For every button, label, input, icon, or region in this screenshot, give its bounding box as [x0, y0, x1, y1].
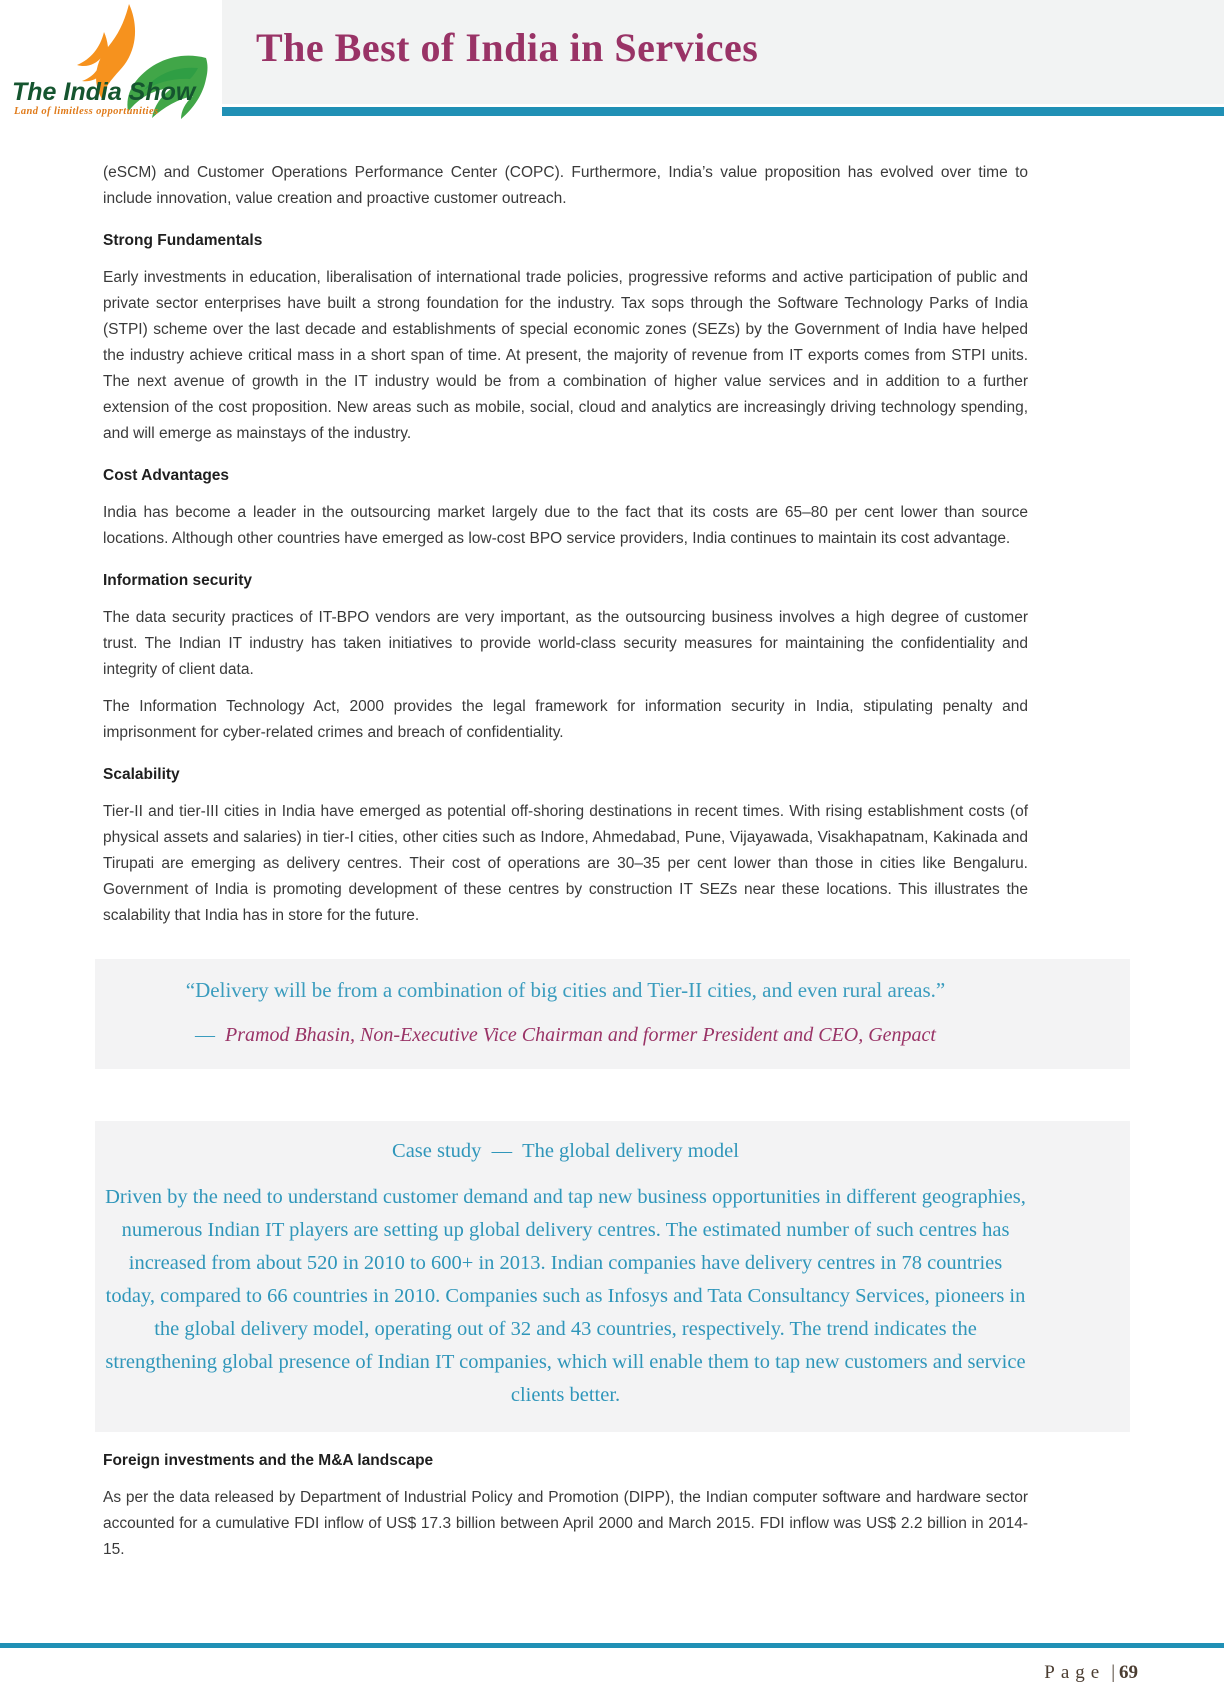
- paragraph-information-security-2: The Information Technology Act, 2000 provides the legal framework for information security in India, stipulating penalty and imprisonment for cyber-related crimes and breach of confidentiality.: [103, 698, 1028, 741]
- paragraph-information-security-1: The data security practices of IT-BPO vendors are very important, as the outsourcing business involves a high degree of customer trust. The Indian IT industry has taken initiatives to provide world-class security measures for maintaining the confidentiality and integrity of client data.: [103, 609, 1028, 678]
- footer-page-number: 69: [1119, 1662, 1138, 1683]
- case-study-label: Case study: [392, 1140, 482, 1162]
- footer-accent-rule: [0, 1643, 1224, 1648]
- case-study-title: [103, 1137, 1028, 1165]
- footer-page-label: Page: [1044, 1662, 1106, 1683]
- footer-page-separator: |: [1111, 1662, 1115, 1683]
- india-show-logo: [8, 2, 208, 120]
- pull-quote-attribution: [103, 1021, 1028, 1049]
- page-header: [0, 0, 1224, 122]
- heading-strong-fundamentals: Strong Fundamentals: [103, 232, 263, 249]
- footer-page-indicator: [1044, 1662, 1138, 1684]
- document-body: [103, 160, 1028, 1574]
- pull-quote-box: [95, 959, 1130, 1069]
- case-study-body: Driven by the need to understand customer demand and tap new business opportunities in different geographies, numerous Indian IT players are setting up global delivery centres. The estimated number of such centres has increased from about 520 in 2010 to 600+ in 2013. Indian companies have delivery centres in 78 countries today, compared to 66 countries in 2010. Companies such as Infosys and Tata Consultancy Services, pioneers in the global delivery model, operating out of 32 and 43 countries, respectively. The trend indicates the strengthening global presence of Indian IT companies, which will enable them to tap new customers and service clients better.: [105, 1186, 1026, 1406]
- heading-scalability: Scalability: [103, 766, 180, 783]
- paragraph-strong-fundamentals: Early investments in education, liberalisation of international trade policies, progressive reforms and active participation of public and private sector enterprises have built a strong foundation for the industry. Tax sops through the Software Technology Parks of India (STPI) scheme over the last decade and establishments of special economic zones (SEZs) by the Government of India have helped the industry achieve critical mass in a short span of time. At present, the majority of revenue from IT exports comes from STPI units. The next avenue of growth in the IT industry would be from a combination of higher value services and in addition to a further extension of the cost proposition. New areas such as mobile, social, cloud and analytics are increasingly driving technology spending, and will emerge as mainstays of the industry.: [103, 269, 1028, 442]
- page-title: The Best of India in Services: [256, 25, 759, 70]
- paragraph-foreign-investments: As per the data released by Department of Industrial Policy and Promotion (DIPP), the Indian computer software and hardware sector accounted for a cumulative FDI inflow of US$ 17.3 billion between April 2000 and March 2015. FDI inflow was US$ 2.2 billion in 2014-15.: [103, 1489, 1028, 1558]
- case-study-dash: —: [491, 1140, 513, 1162]
- header-accent-rule: [222, 107, 1224, 116]
- case-study-title-text: The global delivery model: [522, 1140, 739, 1162]
- attribution-dash: —: [195, 1024, 215, 1046]
- heading-foreign-investments: Foreign investments and the M&A landscape: [103, 1452, 434, 1469]
- pull-quote-text: “Delivery will be from a combination of big cities and Tier-II cities, and even rural areas.”: [185, 978, 946, 1002]
- paragraph-scalability: Tier-II and tier-III cities in India have emerged as potential off-shoring destinations in recent times. With rising establishment costs (of physical assets and salaries) in tier-I cities, other cities such as Indore, Ahmedabad, Pune, Vijayawada, Visakhapatnam, Kakinada and Tirupati are emerging as delivery centres. Their cost of operations are 30–35 per cent lower than those in cities like Bengaluru. Government of India is promoting development of these centres by construction IT SEZs near these locations. This illustrates the scalability that India has in store for the future.: [103, 803, 1028, 924]
- paragraph-cost-advantages: India has become a leader in the outsourcing market largely due to the fact that its costs are 65–80 per cent lower than source locations. Although other countries have emerged as low-cost BPO service providers, India continues to maintain its cost advantage.: [103, 504, 1028, 547]
- intro-paragraph: (eSCM) and Customer Operations Performance Center (COPC). Furthermore, India’s value proposition has evolved over time to include innovation, value creation and proactive customer outreach.: [103, 164, 1028, 207]
- heading-cost-advantages: Cost Advantages: [103, 467, 230, 484]
- attribution-name: Pramod Bhasin, Non-Executive Vice Chairman and former President and CEO, Genpact: [225, 1024, 936, 1046]
- case-study-box: [95, 1121, 1130, 1432]
- logo-tagline-text: Land of limitless opportunities: [14, 106, 159, 117]
- logo-brand-text: The India Show: [12, 78, 196, 106]
- heading-information-security: Information security: [103, 572, 252, 589]
